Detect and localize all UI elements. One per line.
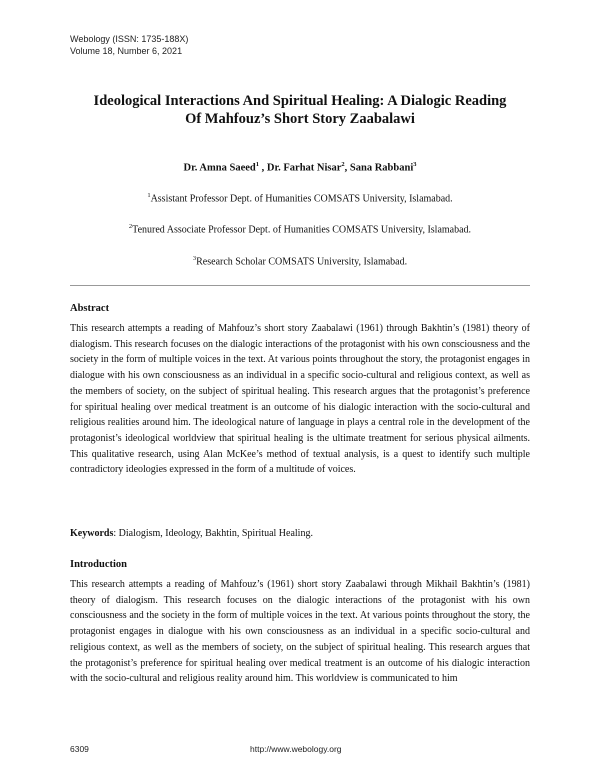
affiliation-text: Tenured Associate Professor Dept. of Humanities COMSATS University, Islamabad. — [132, 224, 472, 236]
paper-title-line-1: Ideological Interactions And Spiritual Healing: A Dialogic Reading — [93, 93, 507, 109]
author-3-affiliation-marker: 3 — [413, 161, 417, 168]
introduction-text: This research attempts a reading of Mahfouz’s (1961) short story Zaabalawi through Mikhail Bakhtin’s (1981) theory of dialogism. This research focuses on the dialogic interactions of the protagonist with his own consciousness and the society in the form of multiple voices in the text. At various points throughout the story, the protagonist engages in dialogue with his own consciousness as an individual in a specific socio-cultural and religious context, as well as the members of society, on the subject of spiritual healing. This research argues that the protagonist’s preference for spiritual healing over medical treatment is an outcome of his dialogic interaction with the socio-cultural and religious reality around him. This worldview is communicated to him — [70, 579, 530, 685]
journal-name: Webology (ISSN: 1735-188X) — [70, 34, 189, 44]
introduction-heading: Introduction — [70, 559, 127, 570]
paper-title-line-2: Of Mahfouz’s Short Story Zaabalawi — [185, 111, 415, 127]
keywords-label: Keywords — [70, 528, 114, 539]
journal-header — [70, 33, 188, 57]
author-separator: , — [344, 162, 350, 174]
affiliation-3 — [40, 255, 560, 267]
author-list — [60, 161, 540, 174]
author-3: Sana Rabbani — [349, 162, 414, 174]
abstract-heading: Abstract — [70, 303, 110, 314]
affiliation-1 — [40, 192, 560, 204]
affiliation-marker: 3 — [192, 255, 197, 262]
affiliation-marker: 2 — [128, 223, 133, 230]
affiliation-text: Research Scholar COMSATS University, Islamabad. — [196, 256, 408, 268]
abstract-text: This research attempts a reading of Mahfouz’s short story Zaabalawi (1961) through Bakhtin’s (1981) theory of dialogism. This research focuses on the dialogic interactions of the protagonist with his own consciousness and the society in the form of multiple voices in the text. At various points throughout the story, the protagonist engages in dialogue with his own consciousness as an individual in a specific socio-cultural and religious context, as well as the members of society, on the subject of spiritual healing. This research argues that the protagonist’s preference for spiritual healing over medical treatment is an outcome of his dialogic interaction with the socio-cultural and religious realities around him. The ideological nature of language in plays a central role in the development of the protagonist’s ideological worldview that spiritual healing is the ultimate treatment for serious physical ailments. This qualitative research, using Alan McKee’s method of textual analysis, is a quest to identify such multiple contradictory ideologies expressed in the form of a multitude of voices. — [70, 323, 530, 476]
author-2-affiliation-marker: 2 — [341, 161, 345, 168]
author-1-affiliation-marker: 1 — [255, 161, 259, 168]
author-separator: , — [258, 162, 267, 174]
affiliation-marker: 1 — [147, 192, 151, 199]
keywords-text: : Dialogism, Ideology, Bakhtin, Spiritual Healing. — [113, 528, 313, 539]
journal-url[interactable]: http://www.webology.org — [250, 744, 342, 754]
page-number: 6309 — [70, 744, 89, 754]
keywords — [70, 528, 530, 539]
affiliation-text: Assistant Professor Dept. of Humanities COMSATS University, Islamabad. — [150, 193, 453, 205]
author-1: Dr. Amna Saeed — [183, 162, 256, 174]
paper-title — [60, 92, 540, 128]
affiliation-2 — [40, 223, 560, 235]
journal-volume: Volume 18, Number 6, 2021 — [70, 46, 183, 56]
author-2: Dr. Farhat Nisar — [266, 162, 342, 174]
section-divider — [70, 285, 530, 286]
